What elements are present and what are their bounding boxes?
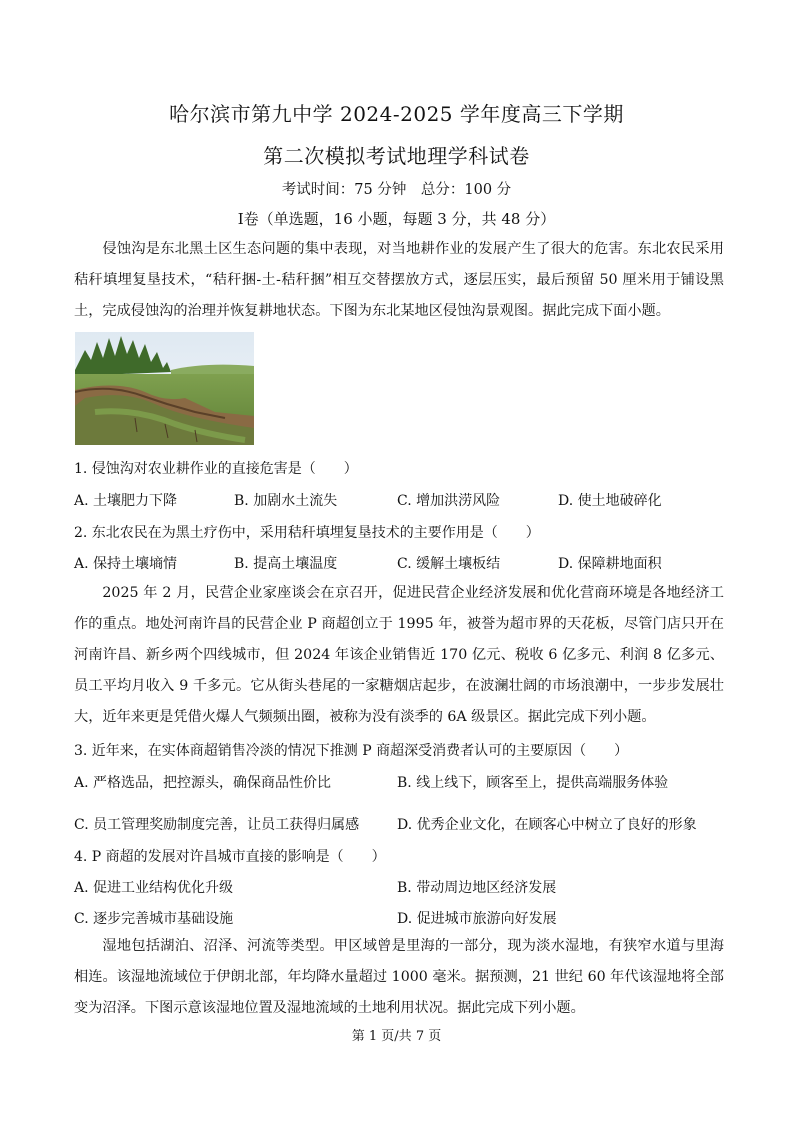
q2-option-a[interactable]: A. 保持土壤墒情 xyxy=(74,556,178,572)
q4-option-d[interactable]: D. 促进城市旅游向好发展 xyxy=(397,911,557,927)
q1-option-c[interactable]: C. 增加洪涝风险 xyxy=(397,493,501,509)
passage-p-supermarket: 2025 年 2 月，民营企业家座谈会在京召开，促进民营企业经济发展和优化营商环境是各地经济工作的重点。地处河南许昌的民营企业 P 商超创立于 1995 年，被誉为超市界的天花板，尽管门店只开在河南许昌、新乡两个四线城市，但 2024 年该企业销售近 170 亿元、税收 6 亿多元、利润 8 亿多元、员工平均月收入 9 千多元。它从街头巷尾的一家糖烟店起步，在波澜壮阔的市场浪潮中，一步步发展壮大，近年来更是凭借火爆人气频频出圈，被称为没有淡季的 6A 级景区。据此完成下列小题。 xyxy=(74,585,724,725)
q1-option-a[interactable]: A. 土壤肥力下降 xyxy=(74,493,178,509)
q3-option-a[interactable]: A. 严格选品，把控源头，确保商品性价比 xyxy=(74,775,332,791)
page-number: 第 1 页/共 7 页 xyxy=(351,1029,442,1044)
q1-option-d[interactable]: D. 使土地破碎化 xyxy=(558,493,662,509)
q2-option-c[interactable]: C. 缓解土壤板结 xyxy=(397,556,501,572)
q4-option-b[interactable]: B. 带动周边地区经济发展 xyxy=(397,880,557,896)
q1-option-b[interactable]: B. 加剧水土流失 xyxy=(234,493,338,509)
question-4-stem: 4. P 商超的发展对许昌城市直接的影响是（ ） xyxy=(74,849,386,865)
q3-option-b[interactable]: B. 线上线下，顾客至上，提供高端服务体验 xyxy=(397,775,669,791)
q2-option-d[interactable]: D. 保障耕地面积 xyxy=(558,556,662,572)
exam-info: 考试时间：75 分钟 总分：100 分 xyxy=(281,182,512,198)
q4-option-c[interactable]: C. 逐步完善城市基础设施 xyxy=(74,911,234,927)
q3-option-c[interactable]: C. 员工管理奖励制度完善，让员工获得归属感 xyxy=(74,817,360,833)
passage-erosion-gully: 侵蚀沟是东北黑土区生态问题的集中表现，对当地耕作业的发展产生了很大的危害。东北农民采用秸秆填埋复垦技术，“秸秆捆-土-秸秆捆”相互交替摆放方式，逐层压实，最后预留 50 厘米用于铺设黑土，完成侵蚀沟的治理并恢复耕地状态。下图为东北某地区侵蚀沟景观图。据此完成下面小题。 xyxy=(74,241,724,319)
exam-title-line1: 哈尔滨市第九中学 2024-2025 学年度高三下学期 xyxy=(169,102,624,126)
erosion-gully-photo xyxy=(75,332,254,445)
passage-wetland: 湿地包括湖泊、沼泽、河流等类型。甲区域曾是里海的一部分，现为淡水湿地，有狭窄水道与里海相连。该湿地流域位于伊朗北部，年均降水量超过 1000 毫米。据预测，21 世纪 60 年代该湿地将全部变为沼泽。下图示意该湿地位置及湿地流域的土地利用状况。据此完成下列小题。 xyxy=(74,938,724,1016)
q3-option-d[interactable]: D. 优秀企业文化，在顾客心中树立了良好的形象 xyxy=(397,817,697,833)
q2-option-b[interactable]: B. 提高土壤温度 xyxy=(234,556,338,572)
question-2-stem: 2. 东北农民在为黑土疗伤中，采用秸秆填埋复垦技术的主要作用是（ ） xyxy=(74,525,540,541)
exam-title-line2: 第二次模拟考试地理学科试卷 xyxy=(263,144,530,168)
section-heading: Ⅰ卷（单选题，16 小题，每题 3 分，共 48 分） xyxy=(237,210,556,228)
question-1-stem: 1. 侵蚀沟对农业耕作业的直接危害是（ ） xyxy=(74,461,358,477)
q4-option-a[interactable]: A. 促进工业结构优化升级 xyxy=(74,880,234,896)
question-3-stem: 3. 近年来，在实体商超销售冷淡的情况下推测 P 商超深受消费者认可的主要原因（ ） xyxy=(74,743,629,759)
